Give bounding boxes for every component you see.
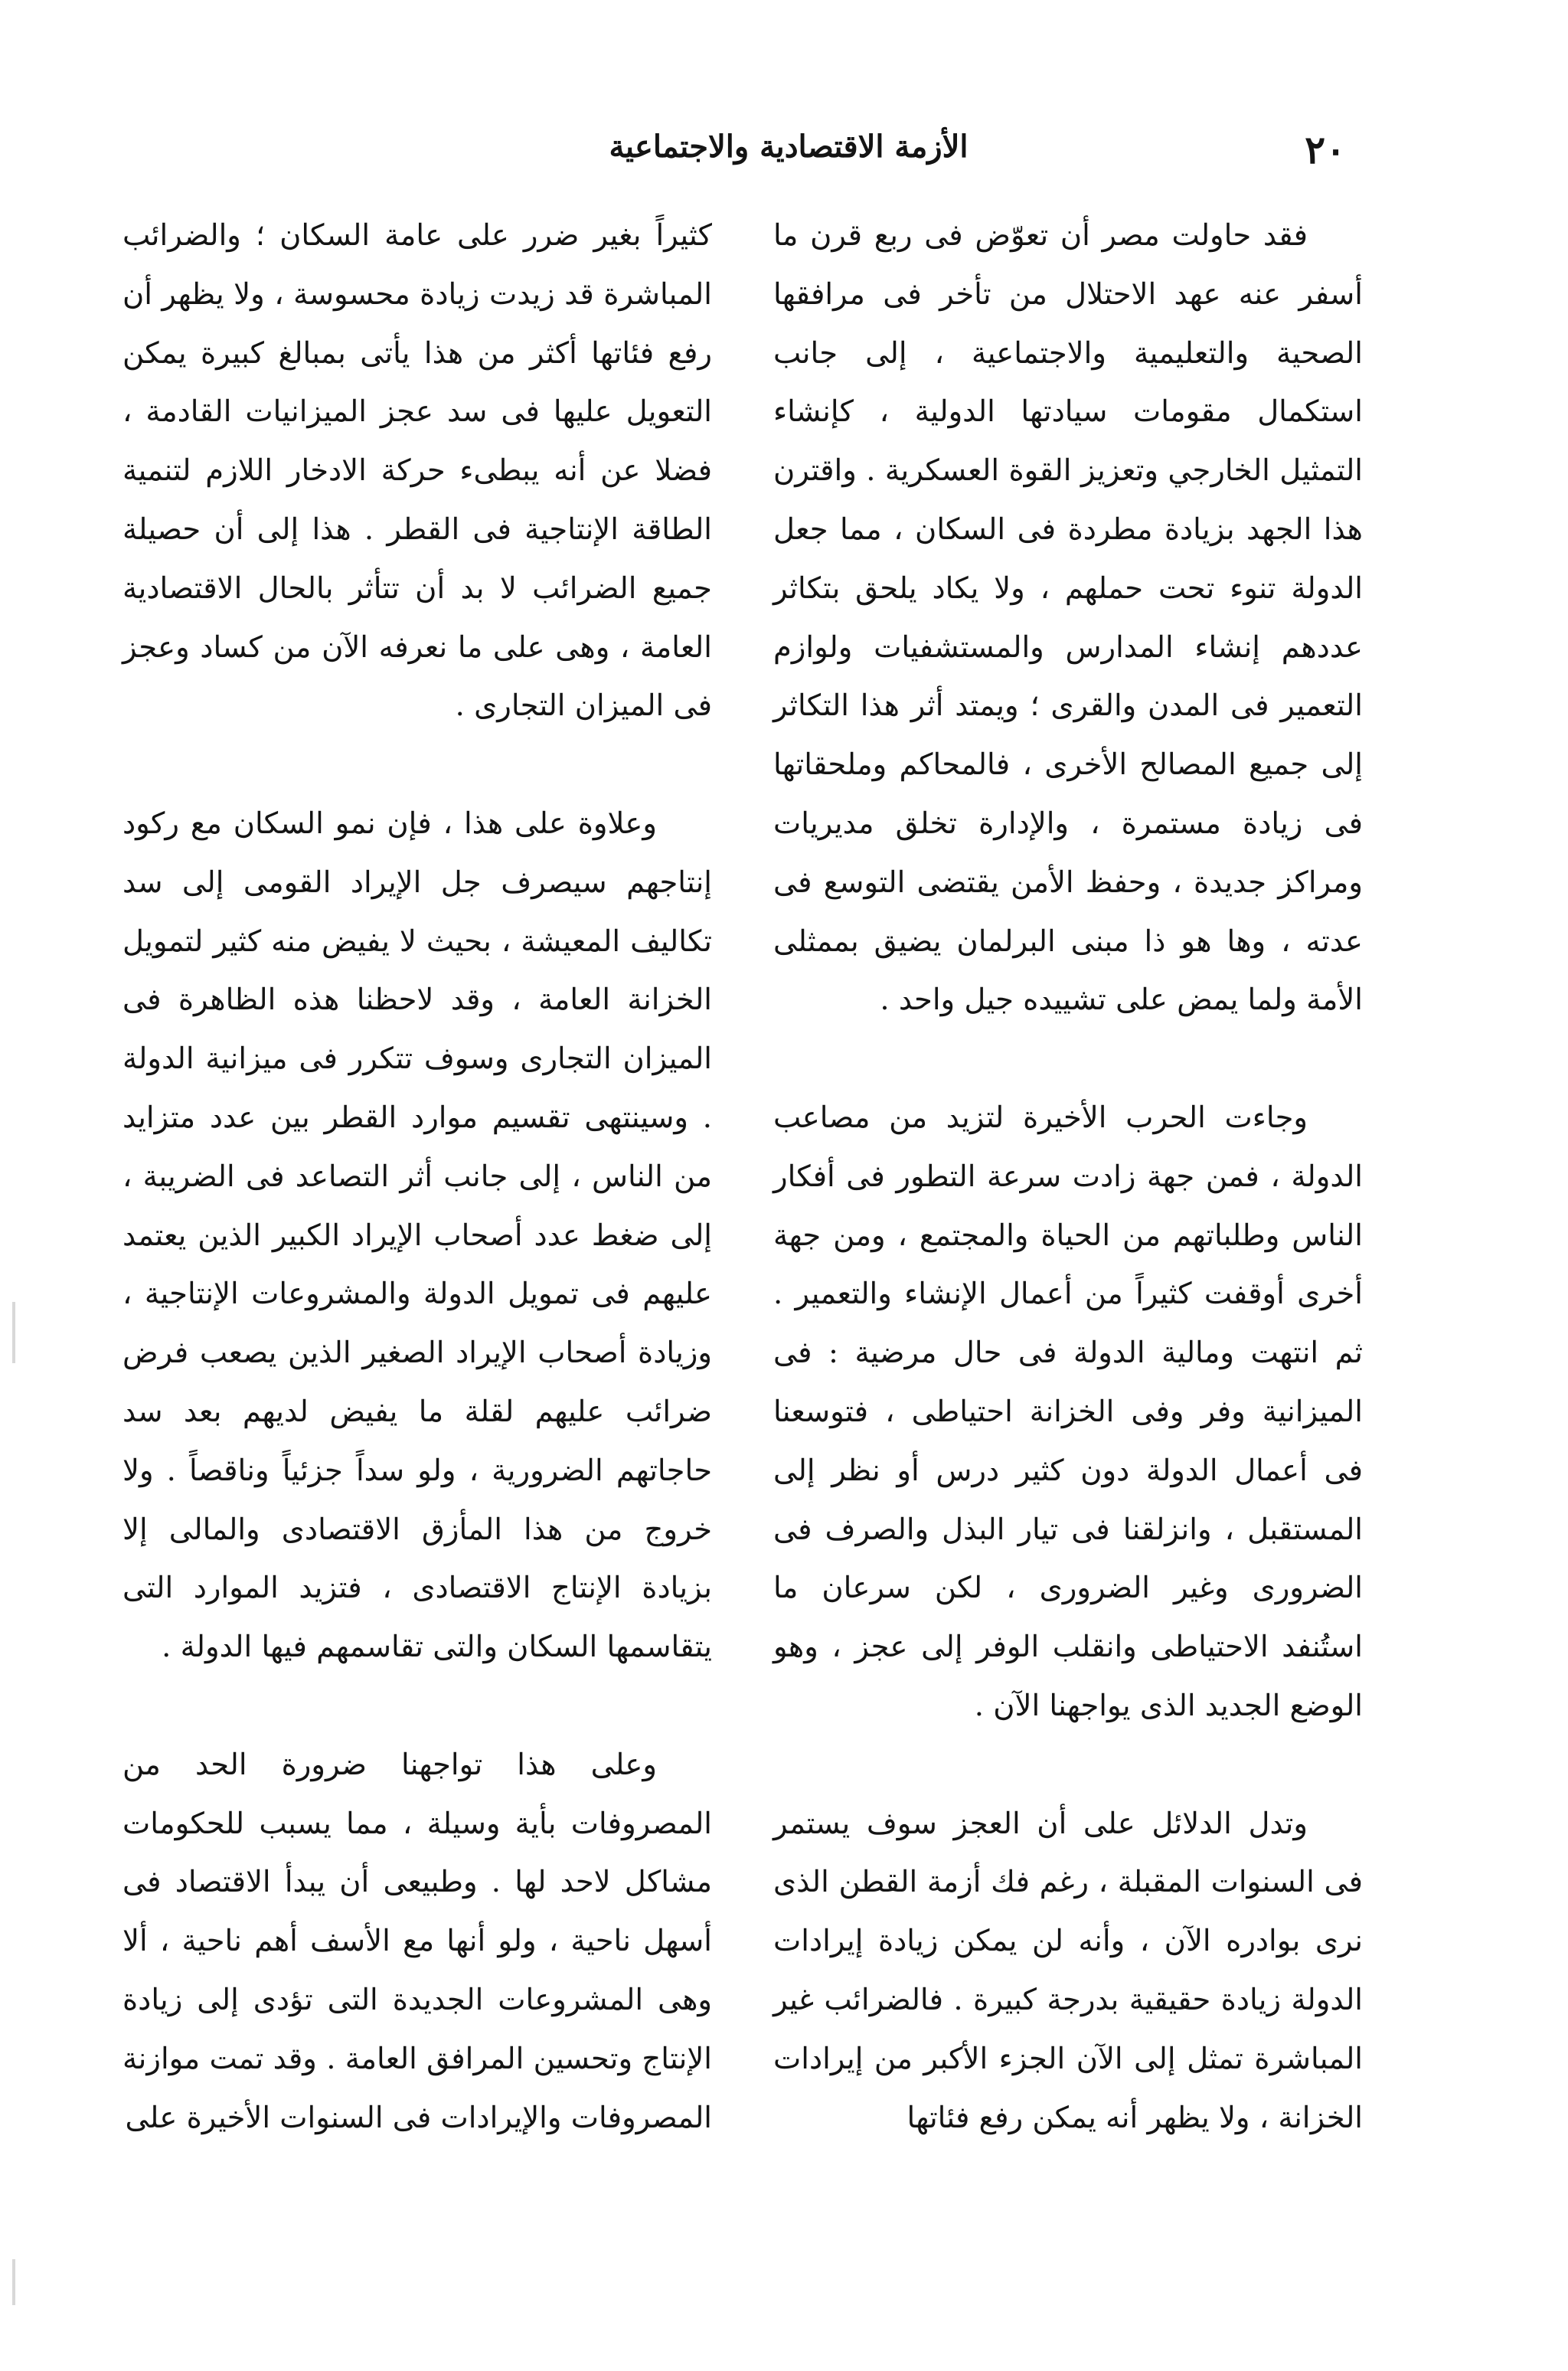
right-text-column: [773, 207, 1363, 2147]
paragraph: كثيراً بغير ضرر على عامة السكان ؛ والضرائب المباشرة قد زيدت زيادة محسوسة ، ولا يظهر أن رفع فئاتها أكثر من هذا يأتى بمبالغ كبيرة يمكن التعويل عليها فى سد عجز الميزانيات القادمة ، فضلا عن أنه يبطىء حركة الادخار اللازم لتنمية الطاقة الإنتاجية فى القطر . هذا إلى أن حصيلة جميع الضرائب لا بد أن تتأثر بالحال الاقتصادية العامة ، وهى على ما نعرفه الآن من كساد وعجز فى الميزان التجارى .: [122, 218, 712, 724]
page-number: ٢٠: [1305, 127, 1346, 172]
scan-edge-mark: [12, 1302, 15, 1363]
left-text-column: [122, 207, 712, 2147]
paragraph: وعلى هذا تواجهنا ضرورة الحد من المصروفات بأية وسيلة ، مما يسبب للحكومات مشاكل لاحد لها . وطبيعى أن يبدأ الاقتصاد فى أسهل ناحية ، ولو أنها مع الأسف أهم ناحية ، ألا وهى المشروعات الجديدة التى تؤدى إلى زيادة الإنتاج وتحسين المرافق العامة . وقد تمت موازنة المصروفات والإيرادات فى السنوات الأخيرة على: [122, 1747, 712, 2135]
paragraph: وتدل الدلائل على أن العجز سوف يستمر فى السنوات المقبلة ، رغم فك أزمة القطن الذى نرى بوادره الآن ، وأنه لن يمكن زيادة إيرادات الدولة زيادة حقيقية بدرجة كبيرة . فالضرائب غير المباشرة تمثل إلى الآن الجزء الأكبر من إيرادات الخزانة ، ولا يظهر أنه يمكن رفع فئاتها: [773, 1806, 1363, 2135]
paragraph: وجاءت الحرب الأخيرة لتزيد من مصاعب الدولة ، فمن جهة زادت سرعة التطور فى أفكار الناس وطلباتهم من الحياة والمجتمع ، ومن جهة أخرى أوقفت كثيراً من أعمال الإنشاء والتعمير . ثم انتهت ومالية الدولة فى حال مرضية : فى الميزانية وفر وفى الخزانة احتياطى ، فتوسعنا فى أعمال الدولة دون كثير درس أو نظر إلى المستقبل ، وانزلقنا فى تيار البذل والصرف فى الضرورى وغير الضرورى ، لكن سرعان ما استُنفد الاحتياطى وانقلب الوفر إلى عجز ، وهو الوضع الجديد الذى يواجهنا الآن .: [773, 1100, 1363, 1723]
running-title: الأزمة الاقتصادية والاجتماعية: [609, 129, 969, 165]
scan-edge-mark: [12, 2259, 15, 2305]
paragraph: وعلاوة على هذا ، فإن نمو السكان مع ركود إنتاجهم سيصرف جل الإيراد القومى إلى سد تكاليف المعيشة ، بحيث لا يفيض منه كثير لتمويل الخزانة العامة ، وقد لاحظنا هذه الظاهرة فى الميزان التجارى وسوف تتكرر فى ميزانية الدولة . وسينتهى تقسيم موارد القطر بين عدد متزايد من الناس ، إلى جانب أثر التصاعد فى الضريبة ، إلى ضغط عدد أصحاب الإيراد الكبير الذين يعتمد عليهم فى تمويل الدولة والمشروعات الإنتاجية ، وزيادة أصحاب الإيراد الصغير الذين يصعب فرض ضرائب عليهم لقلة ما يفيض لديهم بعد سد حاجاتهم الضرورية ، ولو سداً جزئياً وناقصاً . ولا خروج من هذا المأزق الاقتصادى والمالى إلا بزيادة الإنتاج الاقتصادى ، فتزيد الموارد التى يتقاسمها السكان والتى تقاسمهم فيها الدولة .: [122, 806, 712, 1665]
paragraph: فقد حاولت مصر أن تعوّض فى ربع قرن ما أسفر عنه عهد الاحتلال من تأخر فى مرافقها الصحية والتعليمية والاجتماعية ، إلى جانب استكمال مقومات سيادتها الدولية ، كإنشاء التمثيل الخارجي وتعزيز القوة العسكرية . واقترن هذا الجهد بزيادة مطردة فى السكان ، مما جعل الدولة تنوء تحت حملهم ، ولا يكاد يلحق بتكاثر عددهم إنشاء المدارس والمستشفيات ولوازم التعمير فى المدن والقرى ؛ ويمتد أثر هذا التكاثر إلى جميع المصالح الأخرى ، فالمحاكم وملحقاتها فى زيادة مستمرة ، والإدارة تخلق مديريات ومراكز جديدة ، وحفظ الأمن يقتضى التوسع فى عدته ، وها هو ذا مبنى البرلمان يضيق بممثلى الأمة ولما يمض على تشييده جيل واحد .: [773, 218, 1363, 1018]
page-header: [0, 123, 1568, 191]
